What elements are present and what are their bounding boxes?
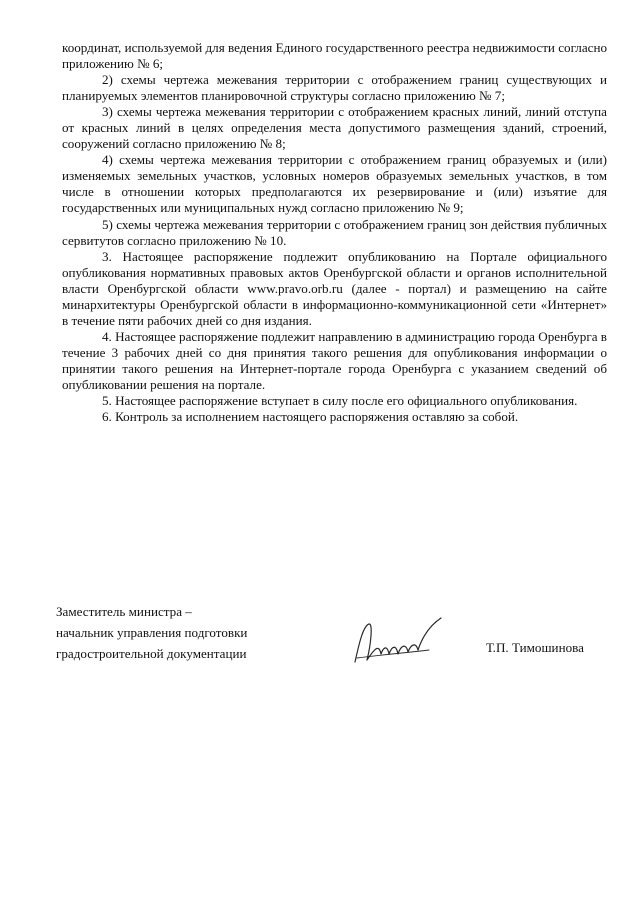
paragraph-item-3: 3) схемы чертежа межевания территории с отображением красных линий, линий отступа от красных линий в целях определения места допустимого размещения зданий, строений, сооружений согласно приложению № 8; (62, 104, 607, 152)
signatory-title-line: начальник управления подготовки (56, 625, 248, 640)
signatory-title (56, 601, 247, 664)
handwritten-signature (349, 614, 449, 674)
document-body (62, 40, 607, 425)
paragraph-point-5: 5. Настоящее распоряжение вступает в силу после его официального опубликования. (102, 393, 578, 409)
signatory-title-line: градостроительной документации (56, 646, 247, 661)
paragraph-point-3: 3. Настоящее распоряжение подлежит опубликованию на Портале официального опубликования нормативных правовых актов Оренбургской области и органов исполнительной власти Оренбургской области www.pravo.orb.ru (далее - портал) и размещению на сайте минархитектуры Оренбургской области в информационно-коммуникационной сети «Интернет» в течение пяти рабочих дней со дня издания. (62, 248, 607, 328)
paragraph-point-6: 6. Контроль за исполнением настоящего распоряжения оставляю за собой. (102, 409, 519, 425)
paragraph-item-2: 2) схемы чертежа межевания территории с отображением границ существующих и планируемых элементов планировочной структуры согласно приложению № 7; (62, 72, 607, 104)
paragraph-item-5: 5) схемы чертежа межевания территории с отображением границ зон действия публичных сервитутов согласно приложению № 10. (62, 216, 607, 248)
signatory-title-line: Заместитель министра – (56, 604, 192, 619)
paragraph-point-4: 4. Настоящее распоряжение подлежит направлению в администрацию города Оренбурга в течение 3 рабочих дней со дня принятия такого решения для опубликования информации о принятии такого решения на Интернет-портале города Оренбурга с указанием сведений об опубликовании решения на портале. (62, 328, 607, 392)
paragraph-continuation: координат, используемой для ведения Единого государственного реестра недвижимости согласно приложению № 6; (62, 40, 607, 72)
signatory-name: Т.П. Тимошинова (486, 640, 584, 655)
paragraph-item-4: 4) схемы чертежа межевания территории с отображением границ образуемых и (или) изменяемых земельных участков, условных номеров образуемых земельных участков, в том числе в отношении которых предполагаются их резервирование и (или) изъятие для государственных или муниципальных нужд согласно приложению № 9; (62, 152, 607, 216)
